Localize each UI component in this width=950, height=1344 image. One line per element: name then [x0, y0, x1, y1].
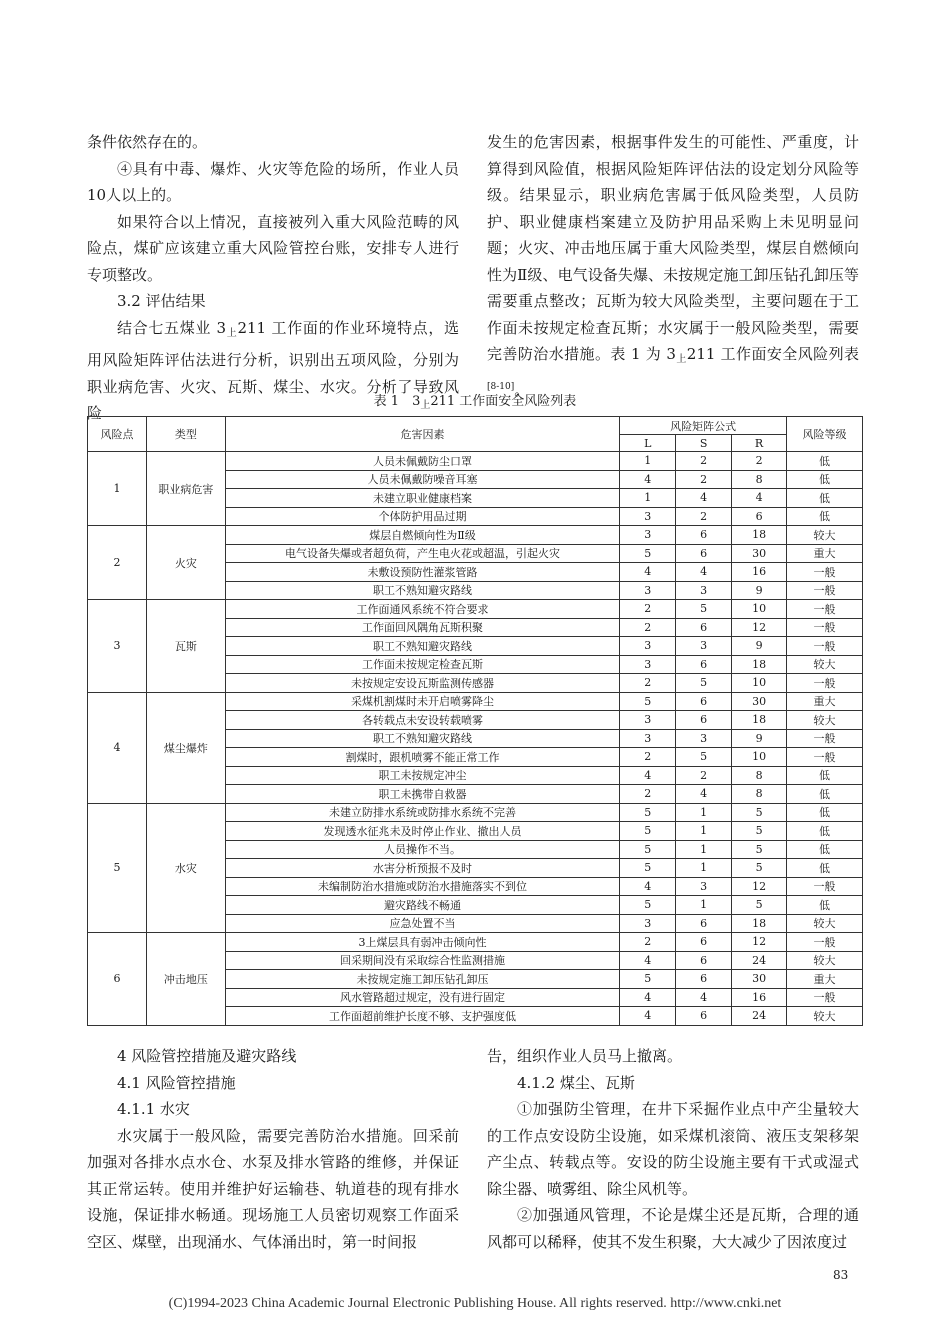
cell-R: 5	[732, 840, 787, 859]
cell-level: 低	[787, 452, 863, 471]
table-body	[88, 452, 863, 1026]
table-row	[88, 526, 863, 545]
cell-S: 6	[676, 618, 732, 637]
subscript: 上	[420, 400, 431, 411]
cell-factor: 未建立防排水系统或防排水系统不完善	[225, 803, 619, 822]
cell-factor: 职工未携带自救器	[225, 785, 619, 804]
cell-S: 6	[676, 544, 732, 563]
cell-L: 3	[620, 655, 676, 674]
cell-factor: 职工不熟知避灾路线	[225, 581, 619, 600]
cell-S: 5	[676, 600, 732, 619]
text-span: 表 1 3	[373, 394, 421, 409]
cell-factor: 职工未按规定冲尘	[225, 766, 619, 785]
cell-R: 8	[732, 470, 787, 489]
cell-factor: 未敷设预防性灌浆管路	[225, 563, 619, 582]
right-column-bottom	[487, 1043, 859, 1255]
cell-R: 16	[732, 988, 787, 1007]
cell-factor: 发现透水征兆未及时停止作业、撤出人员	[225, 822, 619, 841]
cell-S: 6	[676, 970, 732, 989]
cell-factor: 各转载点未安设转载喷雾	[225, 711, 619, 730]
cell-L: 3	[620, 637, 676, 656]
cell-L: 5	[620, 859, 676, 878]
cell-type: 瓦斯	[146, 600, 225, 693]
table-row	[88, 600, 863, 619]
paragraph: ④具有中毒、爆炸、火灾等危险的场所，作业人员10人以上的。	[87, 159, 459, 204]
left-column-top	[87, 129, 459, 427]
cell-R: 8	[732, 766, 787, 785]
cell-factor: 煤层自燃倾向性为Ⅱ级	[225, 526, 619, 545]
cell-L: 5	[620, 970, 676, 989]
text-span: 211 工作面安全风险列表	[686, 345, 860, 363]
text-span: 发生的危害因素，根据事件发生的可能性、严重度，计算得到风险值，根据风险矩阵评估法的设定划分风险等级。结果显示，职业病危害属于低风险类型，人员防护、职业健康档案建立及防护用品采购上未见明显问题；火灾、冲击地压属于重大风险类型，煤层自燃倾向性为Ⅱ级、电气设备失爆、未按规定施工卸压钻孔卸压等需要重点整改；瓦斯为较大风险类型，主要问题在于工作面未按规定检查瓦斯；水灾属于一般风险类型，需要完善防治水措施。表 1 为 3	[487, 133, 859, 363]
cell-L: 3	[620, 711, 676, 730]
paragraph: 告，组织作业人员马上撤离。	[487, 1047, 683, 1065]
left-column-bottom	[87, 1043, 459, 1255]
cell-S: 4	[676, 988, 732, 1007]
paragraph: ②加强通风管理，不论是煤尘还是瓦斯，合理的通风都可以稀释，使其不发生积聚，大大减少了因浓度过	[487, 1206, 859, 1251]
cell-R: 18	[732, 526, 787, 545]
cell-R: 2	[732, 452, 787, 471]
cell-L: 5	[620, 840, 676, 859]
cell-level: 低	[787, 822, 863, 841]
cell-factor: 未按规定施工卸压钻孔卸压	[225, 970, 619, 989]
cell-factor: 工作面超前维护长度不够、支护强度低	[225, 1007, 619, 1026]
cell-level: 低	[787, 489, 863, 508]
cell-factor: 工作面通风系统不符合要求	[225, 600, 619, 619]
cell-S: 4	[676, 489, 732, 508]
header-level: 风险等级	[787, 417, 863, 452]
cell-factor: 回采期间没有采取综合性监测措施	[225, 951, 619, 970]
cell-factor: 割煤时，跟机喷雾不能正常工作	[225, 748, 619, 767]
cell-level: 低	[787, 803, 863, 822]
cell-level: 一般	[787, 748, 863, 767]
section-heading: 4 风险管控措施及避灾路线	[117, 1047, 297, 1065]
cell-S: 6	[676, 692, 732, 711]
section-heading: 3.2 评估结果	[117, 292, 206, 310]
cell-level: 较大	[787, 711, 863, 730]
cell-level: 低	[787, 859, 863, 878]
subsection-heading: 4.1 风险管控措施	[117, 1073, 236, 1092]
cell-factor: 风水管路超过规定，没有进行固定	[225, 988, 619, 1007]
cell-R: 18	[732, 655, 787, 674]
cell-L: 2	[620, 785, 676, 804]
cell-S: 1	[676, 803, 732, 822]
cell-level: 较大	[787, 655, 863, 674]
cell-L: 4	[620, 766, 676, 785]
cell-factor: 避灾路线不畅通	[225, 896, 619, 915]
cell-R: 5	[732, 859, 787, 878]
cell-S: 1	[676, 896, 732, 915]
cell-L: 3	[620, 581, 676, 600]
cell-R: 9	[732, 581, 787, 600]
cell-S: 6	[676, 1007, 732, 1026]
cell-S: 1	[676, 822, 732, 841]
cell-R: 30	[732, 544, 787, 563]
cell-S: 6	[676, 951, 732, 970]
text-span: 。	[514, 380, 530, 399]
cell-level: 一般	[787, 563, 863, 582]
text-span: 211 工作面的作业环境特点，选用风险矩阵评估法进行分析，识别出五项风险，分别为职业病危害、火灾、瓦斯、煤尘、水灾。分析了导致风险	[87, 318, 460, 422]
cell-factor: 工作面未按规定检查瓦斯	[225, 655, 619, 674]
cell-R: 10	[732, 600, 787, 619]
cell-R: 10	[732, 748, 787, 767]
cell-level: 一般	[787, 674, 863, 693]
page-number: 83	[833, 1268, 849, 1282]
cell-factor: 应急处置不当	[225, 914, 619, 933]
header-type: 类型	[146, 417, 225, 452]
table-row	[88, 933, 863, 952]
cell-factor: 职工不熟知避灾路线	[225, 729, 619, 748]
text-span: 结合七五煤业 3	[117, 318, 227, 337]
paragraph: 水灾属于一般风险，需要完善防治水措施。回采前加强对各排水点水仓、水泵及排水管路的维修，并保证其正常运转。使用并维护好运输巷、轨道巷的现有排水设施，保证排水畅通。现场施工人员密切观察工作面采空区、煤壁，出现涌水、气体涌出时，第一时间报	[87, 1126, 459, 1251]
cell-S: 2	[676, 766, 732, 785]
table-row	[88, 692, 863, 711]
cell-L: 2	[620, 933, 676, 952]
cell-factor: 水害分析预报不及时	[225, 859, 619, 878]
cell-level: 一般	[787, 729, 863, 748]
paragraph: ①加强防尘管理，在井下采掘作业点中产尘量较大的工作点安设防尘设施，如采煤机滚筒、液压支架移架产尘点、转载点等。安设的防尘设施主要有干式或湿式除尘器、喷雾组、除尘风机等。	[487, 1100, 859, 1198]
table-row	[88, 452, 863, 471]
cell-L: 3	[620, 507, 676, 526]
risk-table	[87, 416, 863, 1026]
cell-point: 3	[88, 600, 147, 693]
cell-S: 6	[676, 655, 732, 674]
cell-S: 6	[676, 526, 732, 545]
cell-R: 30	[732, 970, 787, 989]
cell-level: 低	[787, 507, 863, 526]
cell-level: 一般	[787, 581, 863, 600]
header-R: R	[732, 435, 787, 452]
cell-level: 较大	[787, 1007, 863, 1026]
cell-L: 3	[620, 729, 676, 748]
subscript: 上	[675, 354, 687, 365]
cell-L: 4	[620, 563, 676, 582]
cell-level: 重大	[787, 544, 863, 563]
cell-factor: 个体防护用品过期	[225, 507, 619, 526]
cell-R: 24	[732, 1007, 787, 1026]
cell-level: 较大	[787, 914, 863, 933]
cell-point: 5	[88, 803, 147, 933]
cell-factor: 未建立职业健康档案	[225, 489, 619, 508]
cell-S: 3	[676, 877, 732, 896]
risk-table-wrapper	[87, 416, 863, 1026]
cell-factor: 电气设备失爆或者超负荷，产生电火花或超温，引起火灾	[225, 544, 619, 563]
paragraph	[487, 129, 859, 403]
cell-R: 10	[732, 674, 787, 693]
paragraph: 如果符合以上情况，直接被列入重大风险范畴的风险点，煤矿应该建立重大风险管控台账，安排专人进行专项整改。	[87, 212, 459, 284]
cell-point: 4	[88, 692, 147, 803]
cell-R: 9	[732, 729, 787, 748]
header-factor: 危害因素	[225, 417, 619, 452]
cell-level: 低	[787, 840, 863, 859]
cell-S: 2	[676, 470, 732, 489]
cell-factor: 人员未佩戴防尘口罩	[225, 452, 619, 471]
cell-L: 1	[620, 452, 676, 471]
cell-L: 5	[620, 896, 676, 915]
header-S: S	[676, 435, 732, 452]
cell-R: 12	[732, 877, 787, 896]
cell-level: 低	[787, 785, 863, 804]
header-L: L	[620, 435, 676, 452]
cell-L: 2	[620, 748, 676, 767]
cell-type: 水灾	[146, 803, 225, 933]
cell-S: 3	[676, 637, 732, 656]
cell-S: 6	[676, 711, 732, 730]
cell-R: 18	[732, 711, 787, 730]
cell-R: 8	[732, 785, 787, 804]
cell-level: 一般	[787, 877, 863, 896]
right-column-top	[487, 129, 859, 403]
subsubsection-heading: 4.1.1 水灾	[117, 1100, 190, 1118]
cell-level: 一般	[787, 988, 863, 1007]
header-point: 风险点	[88, 417, 147, 452]
cell-S: 4	[676, 563, 732, 582]
cell-level: 低	[787, 470, 863, 489]
cell-type: 火灾	[146, 526, 225, 600]
cell-L: 2	[620, 674, 676, 693]
cell-S: 6	[676, 914, 732, 933]
cell-S: 3	[676, 581, 732, 600]
cell-R: 16	[732, 563, 787, 582]
cell-R: 5	[732, 803, 787, 822]
cell-L: 2	[620, 618, 676, 637]
copyright-footer: (C)1994-2023 China Academic Journal Electronic Publishing House. All rights reserved. http://www.cnki.net	[168, 1296, 782, 1311]
cell-level: 重大	[787, 692, 863, 711]
cell-level: 重大	[787, 970, 863, 989]
cell-factor: 未按规定安设瓦斯监测传感器	[225, 674, 619, 693]
cell-factor: 采煤机割煤时未开启喷雾降尘	[225, 692, 619, 711]
cell-L: 2	[620, 600, 676, 619]
citation: [8-10]	[487, 381, 515, 392]
cell-L: 4	[620, 1007, 676, 1026]
cell-S: 5	[676, 748, 732, 767]
cell-level: 较大	[787, 951, 863, 970]
text-span: 211 工作面安全风险列表	[430, 394, 577, 409]
cell-level: 一般	[787, 637, 863, 656]
cell-S: 4	[676, 785, 732, 804]
cell-S: 2	[676, 452, 732, 471]
cell-S: 1	[676, 840, 732, 859]
cell-level: 一般	[787, 933, 863, 952]
cell-R: 5	[732, 822, 787, 841]
table-caption	[0, 390, 950, 411]
cell-level: 低	[787, 766, 863, 785]
cell-L: 4	[620, 470, 676, 489]
cell-L: 4	[620, 951, 676, 970]
cell-point: 1	[88, 452, 147, 526]
cell-L: 1	[620, 489, 676, 508]
cell-L: 5	[620, 692, 676, 711]
cell-L: 5	[620, 803, 676, 822]
cell-L: 5	[620, 822, 676, 841]
cell-L: 3	[620, 914, 676, 933]
table-row	[88, 803, 863, 822]
cell-factor: 职工不熟知避灾路线	[225, 637, 619, 656]
cell-type: 冲击地压	[146, 933, 225, 1026]
cell-level: 较大	[787, 526, 863, 545]
cell-R: 18	[732, 914, 787, 933]
cell-level: 一般	[787, 618, 863, 637]
cell-R: 6	[732, 507, 787, 526]
cell-S: 6	[676, 933, 732, 952]
cell-level: 低	[787, 896, 863, 915]
cell-type: 煤尘爆炸	[146, 692, 225, 803]
cell-R: 4	[732, 489, 787, 508]
cell-L: 5	[620, 544, 676, 563]
cell-R: 5	[732, 896, 787, 915]
cell-L: 4	[620, 988, 676, 1007]
cell-point: 6	[88, 933, 147, 1026]
cell-level: 一般	[787, 600, 863, 619]
cell-factor: 人员未佩戴防噪音耳塞	[225, 470, 619, 489]
subscript: 上	[226, 327, 238, 339]
subsubsection-heading: 4.1.2 煤尘、瓦斯	[517, 1073, 635, 1092]
cell-factor: 工作面回风隅角瓦斯积聚	[225, 618, 619, 637]
cell-type: 职业病危害	[146, 452, 225, 526]
cell-S: 3	[676, 729, 732, 748]
cell-factor: 人员操作不当。	[225, 840, 619, 859]
cell-point: 2	[88, 526, 147, 600]
cell-L: 4	[620, 877, 676, 896]
header-matrix: 风险矩阵公式	[620, 417, 787, 435]
cell-L: 3	[620, 526, 676, 545]
cell-factor: 3上煤层具有弱冲击倾向性	[225, 933, 619, 952]
cell-S: 1	[676, 859, 732, 878]
paragraph: 条件依然存在的。	[87, 133, 208, 151]
cell-factor: 未编制防治水措施或防治水措施落实不到位	[225, 877, 619, 896]
cell-R: 12	[732, 618, 787, 637]
cell-R: 12	[732, 933, 787, 952]
cell-R: 30	[732, 692, 787, 711]
cell-R: 9	[732, 637, 787, 656]
cell-R: 24	[732, 951, 787, 970]
cell-S: 5	[676, 674, 732, 693]
cell-S: 2	[676, 507, 732, 526]
